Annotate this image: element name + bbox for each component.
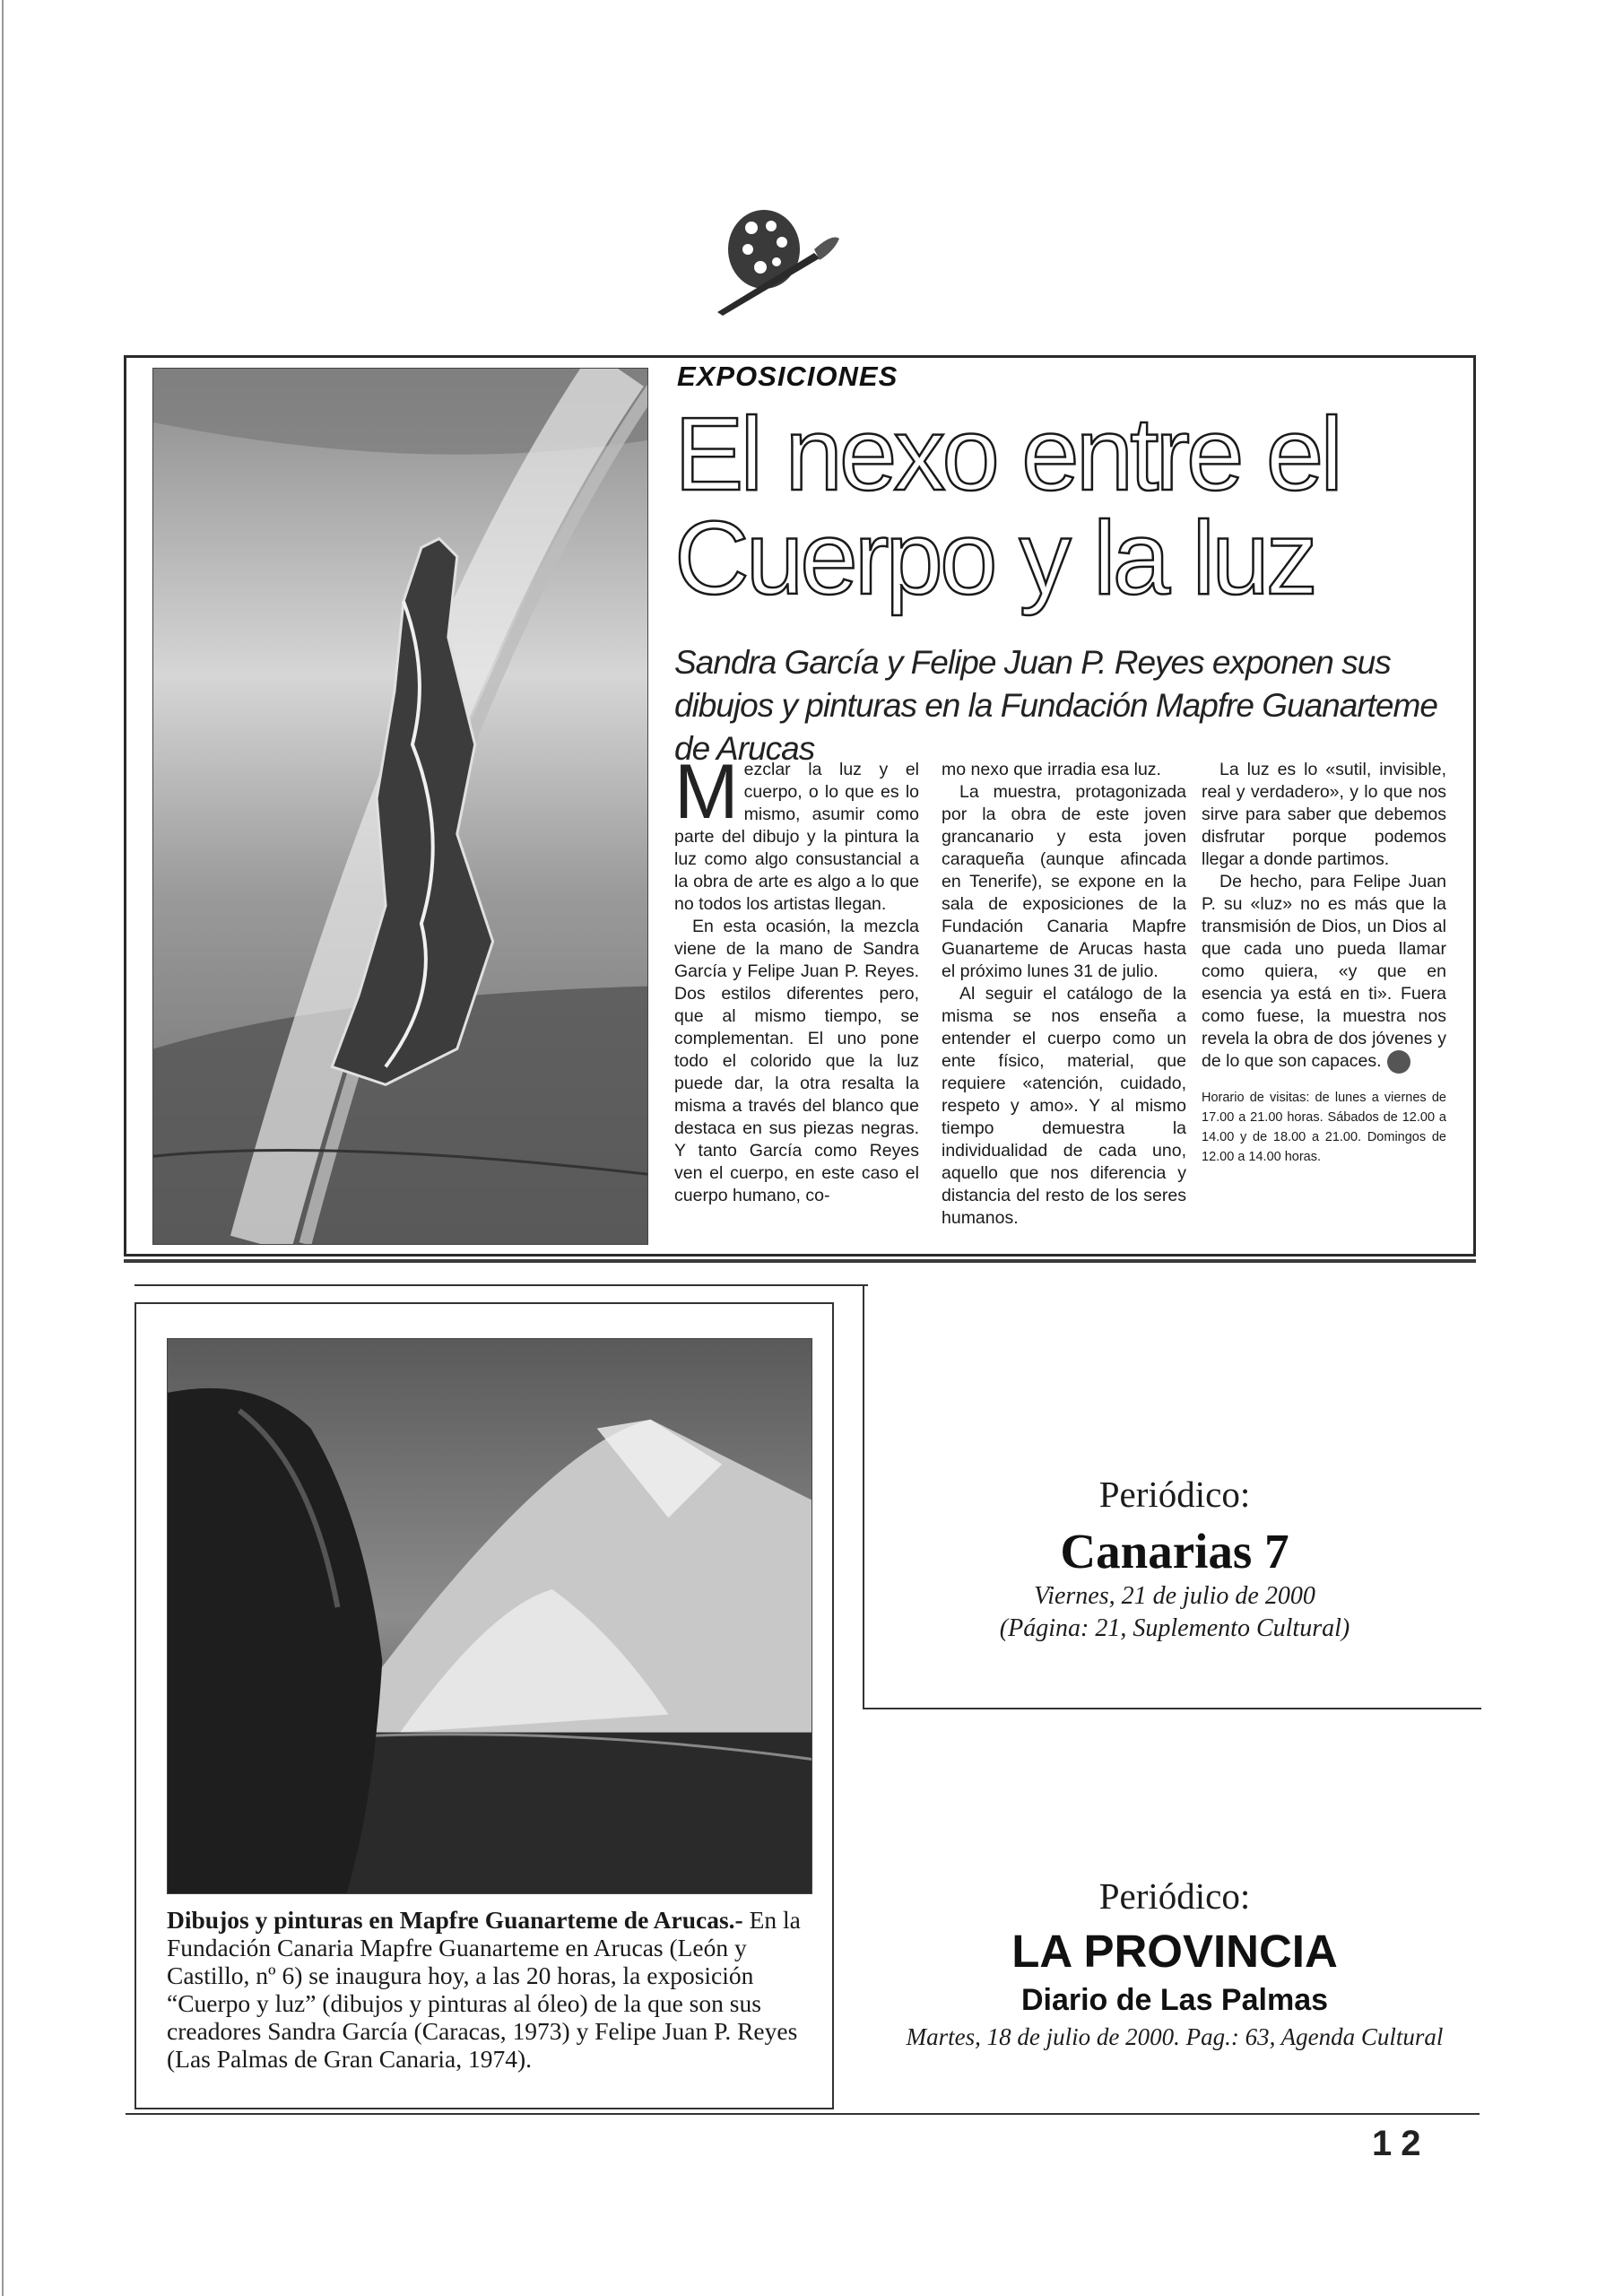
paint-palette-icon <box>708 197 843 323</box>
page-edge-line <box>2 0 4 2296</box>
column-1-paragraph-1-text: ezclar la luz y el cuerpo, o lo que es lo mismo, asumir como parte del dibujo y la pintura la luz como algo consustancial a la obra de arte es algo a lo que no todos los artistas llegan. <box>674 760 919 914</box>
source-2-date: Martes, 18 de julio de 2000. Pag.: 63, Agenda Cultural <box>906 2023 1444 2050</box>
painting-landscape <box>167 1338 812 1894</box>
footer-rule <box>126 2113 1480 2115</box>
photo-caption <box>167 1906 820 2073</box>
column-2-paragraph-3: Al seguir el catálogo de la misma se nos enseña a entender el cuerpo como un ente físico, material, que requiere «atención, cuidado, respeto y amo». Y al mismo tiempo demuestra la individualidad de cada uno, aquello que nos diferencia y distancia del resto de los seres humanos. <box>942 984 1186 1228</box>
column-3-paragraph-1: La luz es lo «sutil, invisible, real y verdadero», y lo que nos sirve para saber que debemos disfrutar porque podemos llegar a donde partimos. <box>1202 760 1446 869</box>
source-1-date: Viernes, 21 de julio de 2000 <box>1034 1582 1315 1610</box>
page-number: 12 <box>1372 2124 1430 2163</box>
column-3-paragraph-2 <box>1202 871 1446 1074</box>
clipping-2-bottom-rule <box>863 1708 1481 1709</box>
column-3-paragraph-2-text: De hecho, para Felipe Juan P. su «luz» no es más que la transmisión de Dios, un Dios al que cada uno pueda llamar como quiera, «y que en esencia ya está en ti». Fuera como fuese, la muestra nos revela la obra de dos jóvenes y de lo que son capaces. <box>1202 872 1446 1072</box>
article-column-3 <box>1202 759 1446 1167</box>
column-1-paragraph-2: En esta ocasión, la mezcla viene de la mano de Sandra García y Felipe Juan P. Reyes. Dos estilos diferentes pero, que al mismo tiempo, se complementan. El uno pone todo el colorido que la luz puede dar, la otra resalta la misma a través del blanco que destaca en sus piezas negras. Y tanto García como Reyes ven el cuerpo, en este caso el cuerpo humano, co- <box>674 917 919 1205</box>
caption-text: En la Fundación Canaria Mapfre Guanarteme en Arucas (León y Castillo, nº 6) se inaugura hoy, a las 20 horas, la exposición “Cuerpo y luz” (dibujos y pinturas al óleo) de la que son sus creadores Sandra García (Caracas, 1973) y Felipe Juan P. Reyes (Las Palmas de Gran Canaria, 1974). <box>167 1906 801 2073</box>
article-subtitle: Sandra García y Felipe Juan P. Reyes exponen sus dibujos y pinturas en la Fundación Mapfre Guanarteme de Arucas <box>674 644 1437 768</box>
clipping-2-top-rule <box>135 1284 868 1286</box>
article-column-2 <box>942 759 1186 1230</box>
source-1-label: Periódico: <box>1098 1474 1251 1515</box>
column-2-paragraph-2: La muestra, protagonizada por la obra de este joven grancanario y esta joven caraqueña (aunque afincada en Tenerife), se expone en la sala de exposiciones de la Fundación Canaria Mapfre Guanarteme de Arucas hasta el próximo lunes 31 de julio. <box>942 782 1186 981</box>
source-2-newspaper-subtitle: Diario de Las Palmas <box>1020 1983 1329 2017</box>
headline <box>674 396 1463 616</box>
source-2-newspaper-name: LA PROVINCIA <box>1011 1926 1338 1977</box>
source-1-page-info: (Página: 21, Suplemento Cultural) <box>999 1614 1350 1642</box>
clipping-2-right-rule <box>863 1284 864 1709</box>
source-1-newspaper-name: Canarias 7 <box>1060 1524 1289 1578</box>
article-column-1 <box>674 749 919 1207</box>
column-1-paragraph-1 <box>674 749 919 916</box>
headline-line-2: Cuerpo y la luz <box>674 500 1315 616</box>
end-mark-icon <box>1387 1050 1410 1074</box>
drop-cap: M <box>674 749 739 835</box>
visiting-hours: Horario de visitas: de lunes a viernes de 17.00 a 21.00 horas. Sábados de 12.00 a 14.00 y de 18.00 a 21.00. Domingos de 12.00 a 14.00 horas. <box>1202 1091 1446 1164</box>
caption-heading: Dibujos y pinturas en Mapfre Guanarteme de Arucas.- <box>167 1906 743 1934</box>
source-2-label: Periódico: <box>1098 1875 1251 1917</box>
headline-line-1: El nexo entre el <box>674 396 1341 512</box>
section-label: EXPOSICIONES <box>677 361 898 392</box>
painting-figure-light <box>152 368 648 1245</box>
article-bottom-rule <box>124 1259 1476 1263</box>
column-2-paragraph-1: mo nexo que irradia esa luz. <box>942 760 1161 779</box>
